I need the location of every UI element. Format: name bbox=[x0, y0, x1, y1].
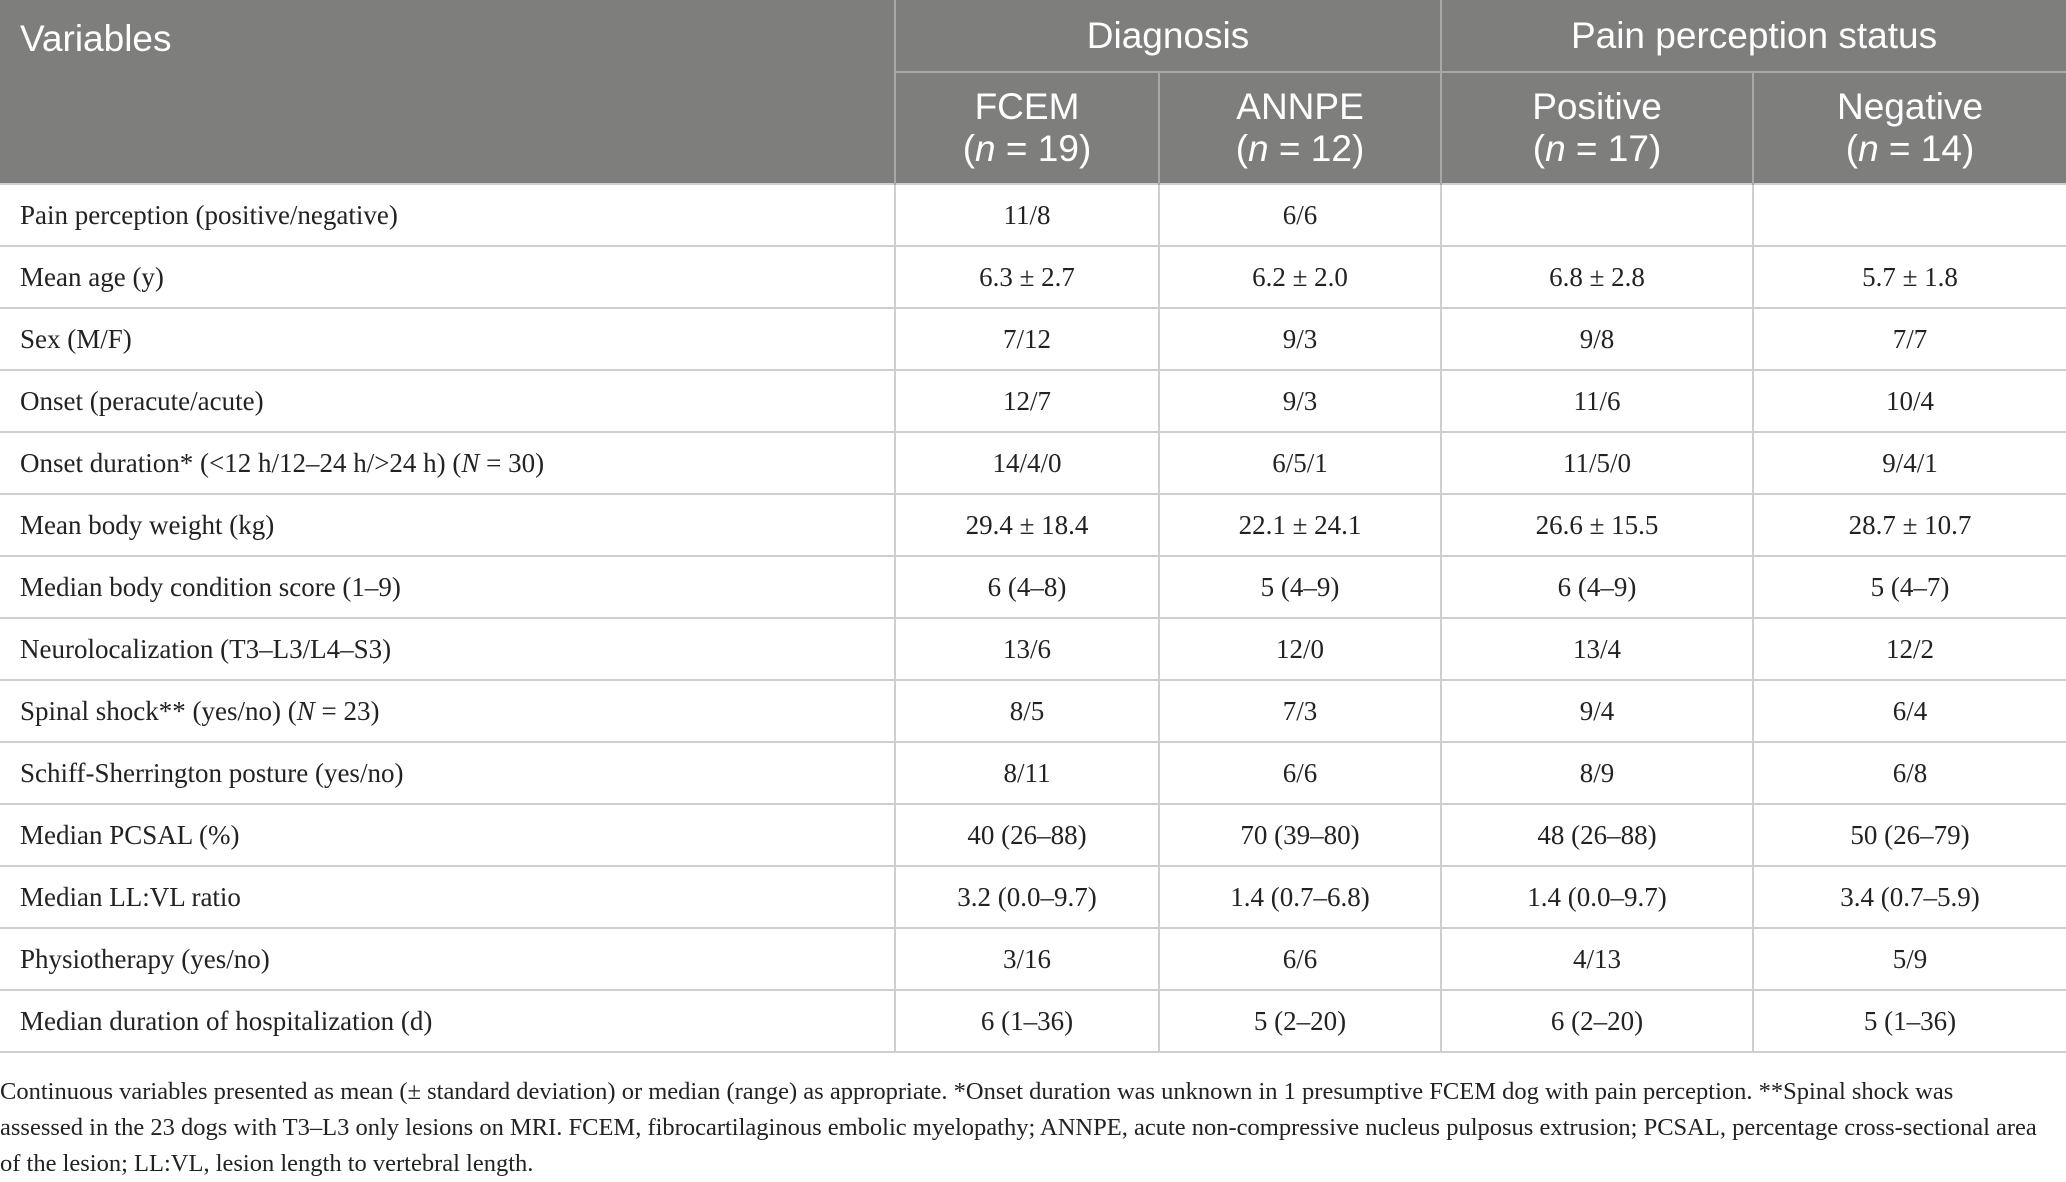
row-label: Onset (peracute/acute) bbox=[0, 370, 895, 432]
cell-value: 6/4 bbox=[1753, 680, 2066, 742]
cell-value: 6/5/1 bbox=[1159, 432, 1441, 494]
row-label: Sex (M/F) bbox=[0, 308, 895, 370]
cell-value: 14/4/0 bbox=[895, 432, 1159, 494]
table-row bbox=[0, 866, 2066, 928]
cell-value: 8/11 bbox=[895, 742, 1159, 804]
row-label: Median duration of hospitalization (d) bbox=[0, 990, 895, 1052]
row-label: Physiotherapy (yes/no) bbox=[0, 928, 895, 990]
cell-value: 7/3 bbox=[1159, 680, 1441, 742]
table-row bbox=[0, 804, 2066, 866]
cell-value: 4/13 bbox=[1441, 928, 1753, 990]
row-label: Onset duration* (<12 h/12–24 h/>24 h) (N = 30) bbox=[0, 432, 895, 494]
row-label: Mean body weight (kg) bbox=[0, 494, 895, 556]
table-row bbox=[0, 742, 2066, 804]
header-group-pain-perception: Pain perception status bbox=[1441, 0, 2066, 72]
cell-value: 6.3 ± 2.7 bbox=[895, 246, 1159, 308]
header-column-fcem bbox=[895, 72, 1159, 184]
cell-value: 40 (26–88) bbox=[895, 804, 1159, 866]
cell-value: 28.7 ± 10.7 bbox=[1753, 494, 2066, 556]
cell-value: 5 (1–36) bbox=[1753, 990, 2066, 1052]
column-n: (n = 19) bbox=[962, 128, 1092, 169]
cell-value: 6/6 bbox=[1159, 184, 1441, 246]
cell-value: 11/6 bbox=[1441, 370, 1753, 432]
cell-value: 6.8 ± 2.8 bbox=[1441, 246, 1753, 308]
cell-value: 5/9 bbox=[1753, 928, 2066, 990]
cell-value: 22.1 ± 24.1 bbox=[1159, 494, 1441, 556]
cell-value: 11/5/0 bbox=[1441, 432, 1753, 494]
table-body bbox=[0, 184, 2066, 1052]
cell-value: 13/4 bbox=[1441, 618, 1753, 680]
column-name: Positive bbox=[1532, 86, 1662, 127]
cell-value: 3/16 bbox=[895, 928, 1159, 990]
cell-value: 6 (2–20) bbox=[1441, 990, 1753, 1052]
table-row bbox=[0, 184, 2066, 246]
cell-value: 10/4 bbox=[1753, 370, 2066, 432]
cell-value: 12/0 bbox=[1159, 618, 1441, 680]
cell-value: 70 (39–80) bbox=[1159, 804, 1441, 866]
cell-value: 26.6 ± 15.5 bbox=[1441, 494, 1753, 556]
cell-value: 8/5 bbox=[895, 680, 1159, 742]
cell-value: 3.2 (0.0–9.7) bbox=[895, 866, 1159, 928]
row-label: Mean age (y) bbox=[0, 246, 895, 308]
cell-value: 6 (1–36) bbox=[895, 990, 1159, 1052]
column-n: (n = 14) bbox=[1845, 128, 1975, 169]
cell-value: 6/6 bbox=[1159, 742, 1441, 804]
cell-value: 29.4 ± 18.4 bbox=[895, 494, 1159, 556]
cell-value: 9/4/1 bbox=[1753, 432, 2066, 494]
column-n: (n = 12) bbox=[1235, 128, 1365, 169]
table-row bbox=[0, 308, 2066, 370]
table-footnote: Continuous variables presented as mean (± standard deviation) or median (range) as appropriate. *Onset duration was unknown in 1 presumptive FCEM dog with pain perception. **Spinal shock was assessed in the 23 dogs with T3–L3 only lesions on MRI. FCEM, fibrocartilaginous embolic myelopathy; ANNPE, acute non-compressive nucleus pulposus extrusion; PCSAL, percentage cross-sectional area of the lesion; LL:VL, lesion length to vertebral length. bbox=[0, 1078, 2037, 1177]
cell-value: 6/8 bbox=[1753, 742, 2066, 804]
table-row bbox=[0, 680, 2066, 742]
cell-value: 6/6 bbox=[1159, 928, 1441, 990]
table-row bbox=[0, 990, 2066, 1052]
cell-value: 12/2 bbox=[1753, 618, 2066, 680]
table-row bbox=[0, 928, 2066, 990]
cell-value: 9/3 bbox=[1159, 308, 1441, 370]
row-label: Neurolocalization (T3–L3/L4–S3) bbox=[0, 618, 895, 680]
row-label: Schiff-Sherrington posture (yes/no) bbox=[0, 742, 895, 804]
table-row bbox=[0, 494, 2066, 556]
header-variables: Variables bbox=[0, 0, 895, 184]
cell-value: 5 (2–20) bbox=[1159, 990, 1441, 1052]
cell-value: 3.4 (0.7–5.9) bbox=[1753, 866, 2066, 928]
cell-value: 5.7 ± 1.8 bbox=[1753, 246, 2066, 308]
cell-value: 9/8 bbox=[1441, 308, 1753, 370]
cell-value: 7/7 bbox=[1753, 308, 2066, 370]
cell-value: 9/3 bbox=[1159, 370, 1441, 432]
cell-value: 50 (26–79) bbox=[1753, 804, 2066, 866]
table-row bbox=[0, 246, 2066, 308]
header-group-diagnosis: Diagnosis bbox=[895, 0, 1441, 72]
cell-value: 6.2 ± 2.0 bbox=[1159, 246, 1441, 308]
cell-value: 7/12 bbox=[895, 308, 1159, 370]
table-row bbox=[0, 556, 2066, 618]
row-label: Median PCSAL (%) bbox=[0, 804, 895, 866]
cell-value: 9/4 bbox=[1441, 680, 1753, 742]
column-name: ANNPE bbox=[1236, 86, 1364, 127]
cell-value: 1.4 (0.0–9.7) bbox=[1441, 866, 1753, 928]
cell-value: 12/7 bbox=[895, 370, 1159, 432]
cell-value: 6 (4–9) bbox=[1441, 556, 1753, 618]
table-row bbox=[0, 432, 2066, 494]
cell-value bbox=[1441, 184, 1753, 246]
header-column-positive bbox=[1441, 72, 1753, 184]
table-header bbox=[0, 0, 2066, 184]
cell-value: 6 (4–8) bbox=[895, 556, 1159, 618]
row-label: Median body condition score (1–9) bbox=[0, 556, 895, 618]
row-label: Pain perception (positive/negative) bbox=[0, 184, 895, 246]
table-row bbox=[0, 370, 2066, 432]
header-column-annpe bbox=[1159, 72, 1441, 184]
column-name: Negative bbox=[1837, 86, 1984, 127]
header-column-negative bbox=[1753, 72, 2066, 184]
cell-value bbox=[1753, 184, 2066, 246]
cell-value: 48 (26–88) bbox=[1441, 804, 1753, 866]
cell-value: 5 (4–7) bbox=[1753, 556, 2066, 618]
table-row bbox=[0, 618, 2066, 680]
cell-value: 5 (4–9) bbox=[1159, 556, 1441, 618]
cell-value: 1.4 (0.7–6.8) bbox=[1159, 866, 1441, 928]
row-label: Spinal shock** (yes/no) (N = 23) bbox=[0, 680, 895, 742]
cell-value: 13/6 bbox=[895, 618, 1159, 680]
cell-value: 8/9 bbox=[1441, 742, 1753, 804]
column-name: FCEM bbox=[974, 86, 1080, 127]
column-n: (n = 17) bbox=[1532, 128, 1662, 169]
row-label: Median LL:VL ratio bbox=[0, 866, 895, 928]
cell-value: 11/8 bbox=[895, 184, 1159, 246]
